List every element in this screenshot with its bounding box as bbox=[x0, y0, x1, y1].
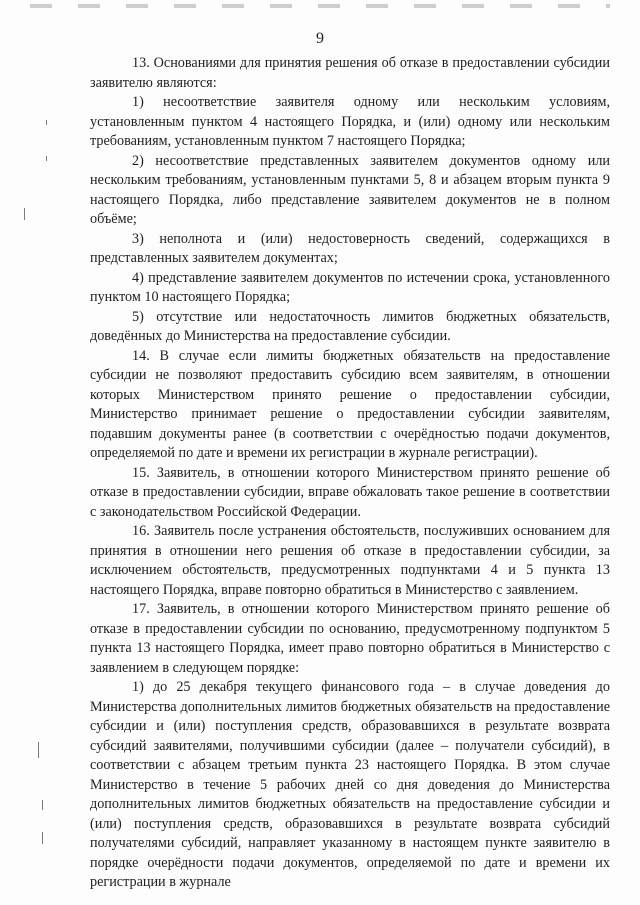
scan-mark bbox=[46, 120, 47, 125]
scan-noise bbox=[30, 4, 610, 8]
paragraph-13-item-4: 4) представление заявителем документов по истечении срока, установленного пунктом 10 настоящего Порядка; bbox=[90, 269, 610, 305]
scan-mark bbox=[42, 800, 43, 810]
paragraph-16: 16. Заявитель после устранения обстоятельств, послуживших основанием для принятия в отношении него решения об отказе в предоставлении субсидии, за исключением обстоятельств, предусмотренных подпунктами 4 и 5 пункта 13 настоящего Порядка, вправе повторно обратиться в Министерство с заявлением. bbox=[90, 523, 610, 598]
paragraph-14: 14. В случае если лимиты бюджетных обязательств на предоставление субсидии не позволяют предоставить субсидию всем заявителям, в отношении которых Министерством принято решение о предоставлении субсидии, Министерство принимает решение о предоставлении субсидии заявителям, подавшим документы ранее (в соответствии с очерёдностью подачи документов, определяемой по дате и времени их регистрации в журнале регистрации). bbox=[90, 347, 610, 461]
paragraph-13-item-2: 2) несоответствие представленных заявителем документов одному или нескольким требованиям, установленным пунктами 5, 8 и абзацем вторым пункта 9 настоящего Порядка, либо представление заявителем документов не в полном объёме; bbox=[90, 152, 610, 227]
scan-mark bbox=[42, 832, 43, 844]
document-body bbox=[90, 54, 610, 893]
scan-mark bbox=[38, 742, 39, 758]
paragraph-13-item-3: 3) неполнота и (или) недостоверность сведений, содержащихся в представленных заявителем документах; bbox=[90, 230, 610, 266]
scan-mark bbox=[24, 208, 25, 220]
paragraph-17-item-1: 1) до 25 декабря текущего финансового года – в случае доведения до Министерства дополнительных лимитов бюджетных обязательств на предоставление субсидии и (или) поступления средств, образовавшихся в результате возврата субсидий заявителями, получившими субсидии (далее – получатели субсидий), в соответствии с абзацем третьим пункта 23 настоящего Порядка. В этом случае Министерство в течение 5 рабочих дней со дня доведения до Министерства дополнительных лимитов бюджетных обязательств на предоставление субсидии и (или) поступления средств, образовавшихся в результате возврата субсидий получателями субсидий, направляет указанному в настоящем пункте заявителю в порядке очерёдности подачи документов, определяемой по дате и времени их регистрации в журнале bbox=[90, 679, 610, 890]
page-number: 9 bbox=[316, 30, 324, 47]
paragraph-17: 17. Заявитель, в отношении которого Министерством принято решение об отказе в предоставлении субсидии по основанию, предусмотренному подпунктом 5 пункта 13 настоящего Порядка, имеет право повторно обратиться в Министерство с заявлением в следующем порядке: bbox=[90, 601, 610, 676]
paragraph-13-item-1: 1) несоответствие заявителя одному или нескольким условиям, установленным пунктом 4 настоящего Порядка, и (или) одному или нескольким требованиям, установленным пунктом 7 настоящего Порядка; bbox=[90, 94, 610, 149]
paragraph-13-item-5: 5) отсутствие или недостаточность лимитов бюджетных обязательств, доведённых до Министерства на предоставление субсидии. bbox=[90, 308, 610, 344]
paragraph-15: 15. Заявитель, в отношении которого Министерством принято решение об отказе в предоставлении субсидии, вправе обжаловать такое решение в соответствии с законодательством Российской Федерации. bbox=[90, 464, 610, 520]
scan-mark bbox=[46, 156, 47, 161]
paragraph-13: 13. Основаниями для принятия решения об отказе в предоставлении субсидии заявителю являются: bbox=[90, 55, 610, 91]
